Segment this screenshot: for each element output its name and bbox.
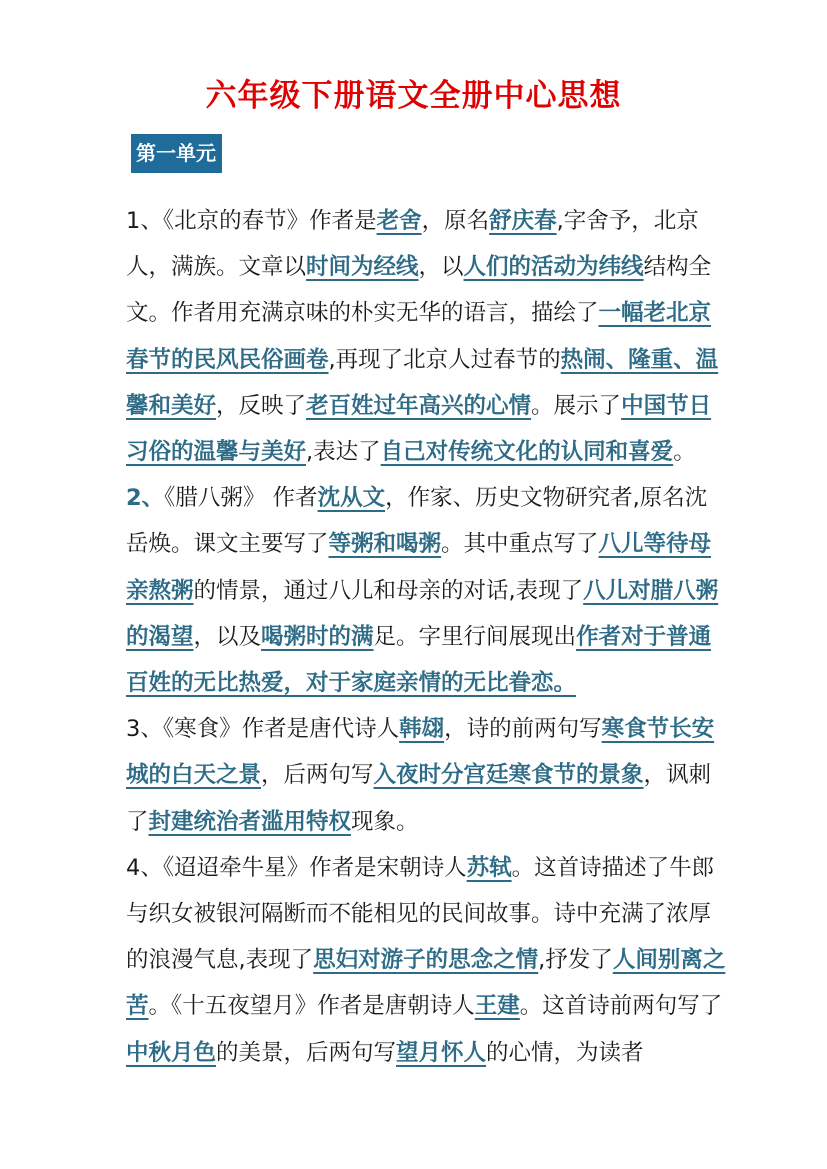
key-point-highlight: 封建统治者滥用特权 (148, 808, 352, 835)
key-point-highlight: 王建 (474, 993, 520, 1020)
paragraph-text: ，作家、历史文物研究者,原名沈岳焕。课文主要写了 (126, 485, 708, 558)
paragraph-text: ，反映了 (216, 392, 307, 419)
paragraph-text: 的心情，为读者 (486, 1039, 644, 1066)
unit-heading: 第一单元 (131, 134, 222, 173)
key-point-highlight: 热闹、隆重、温馨和美好 (126, 346, 719, 419)
key-point-highlight: 中秋月色 (126, 1039, 217, 1066)
paragraph-text: ,字舍予，北京人，满族。文章以 (126, 208, 699, 281)
key-point-highlight: 沈从文 (317, 485, 386, 512)
paragraph-text: ,表达了 (306, 439, 381, 466)
key-point-highlight: 入夜时分宫廷寒食节的景象 (373, 762, 644, 789)
paragraph (126, 198, 726, 475)
paragraph-text: 《腊八粥》 作者 (164, 485, 318, 512)
key-point-highlight: 人间别离之苦 (126, 947, 726, 1020)
paragraph-text: 现象。 (351, 808, 419, 835)
paragraph-text: 的情景，通过八儿和母亲的对话,表现了 (193, 577, 584, 604)
key-point-highlight: 一幅老北京春节的民风民俗画卷 (126, 300, 712, 373)
paragraph-text: 足。字里行间展现出 (373, 623, 577, 650)
paragraph (126, 475, 726, 706)
paragraph-text: 。其中重点写了 (441, 531, 599, 558)
paragraph-text: 。 (673, 439, 696, 466)
paragraph-text: ，以及 (193, 623, 262, 650)
paragraph (126, 706, 726, 845)
paragraph-text: ，以 (418, 254, 464, 281)
key-point-highlight: 八儿对腊八粥的渴望 (126, 577, 719, 650)
key-point-highlight: 时间为经线 (306, 254, 419, 281)
key-point-highlight: 思妇对游子的思念之情 (313, 947, 539, 974)
paragraph-text: ，讽刺了 (126, 762, 712, 835)
key-point-highlight: 望月怀人 (396, 1039, 487, 1066)
key-point-highlight: 寒食节长安城的白天之景 (126, 716, 715, 789)
paragraph-text: ，原名 (421, 208, 490, 234)
document-body (126, 198, 726, 1076)
paragraph-text: ,再现了北京人过春节的 (328, 346, 561, 373)
key-point-highlight: 八儿等待母亲熬粥 (126, 531, 712, 604)
key-point-highlight: 等粥和喝粥 (328, 531, 442, 558)
paragraph-text: 结构全文。作者用充满京味的朴实无华的语言，描绘了 (126, 254, 712, 327)
paragraph-text: ，诗的前两句写 (444, 716, 602, 743)
key-point-highlight: 自己对传统文化的认同和喜爱 (380, 439, 674, 466)
paragraph (126, 845, 726, 1076)
key-point-highlight: 韩翃 (399, 716, 445, 743)
key-point-highlight: 老舍 (376, 208, 422, 234)
paragraph-text: 的美景，后两句写 (216, 1039, 397, 1066)
key-point-highlight: 舒庆春 (489, 208, 557, 234)
paragraph-text: 3、《寒食》作者是唐代诗人 (126, 716, 400, 743)
key-point-highlight: 喝粥时的满 (261, 623, 374, 650)
paragraph-text: 1、《北京的春节》作者是 (126, 208, 377, 234)
paragraph-text: 。《十五夜望月》作者是唐朝诗人 (148, 993, 475, 1020)
paragraph-text: 。这首诗描述了牛郎与织女被银河隔断而不能相见的民间故事。诗中充满了浓厚的浪漫气息,表现了 (126, 854, 715, 974)
key-point-highlight: 人们的活动为纬线 (463, 254, 644, 281)
document-title: 六年级下册语文全册中心思想 (205, 78, 622, 114)
key-point-highlight: 苏轼 (466, 854, 512, 881)
paragraph-text: 。这首诗前两句写了 (519, 993, 723, 1020)
key-point-highlight: 老百姓过年高兴的心情 (306, 392, 532, 419)
paragraph-text: ,抒发了 (538, 947, 613, 974)
paragraph-text: 4、《迢迢牵牛星》作者是宋朝诗人 (126, 854, 467, 881)
key-point-highlight: 作者对于普通百姓的无比热爱，对于家庭亲情的无比眷恋。 (126, 623, 712, 697)
key-point-highlight: 中国节日习俗的温馨与美好 (126, 392, 712, 466)
paragraph-text: ，后两句写 (261, 762, 374, 789)
paragraph-text: 。展示了 (531, 392, 622, 419)
item-number: 2、 (126, 485, 165, 512)
